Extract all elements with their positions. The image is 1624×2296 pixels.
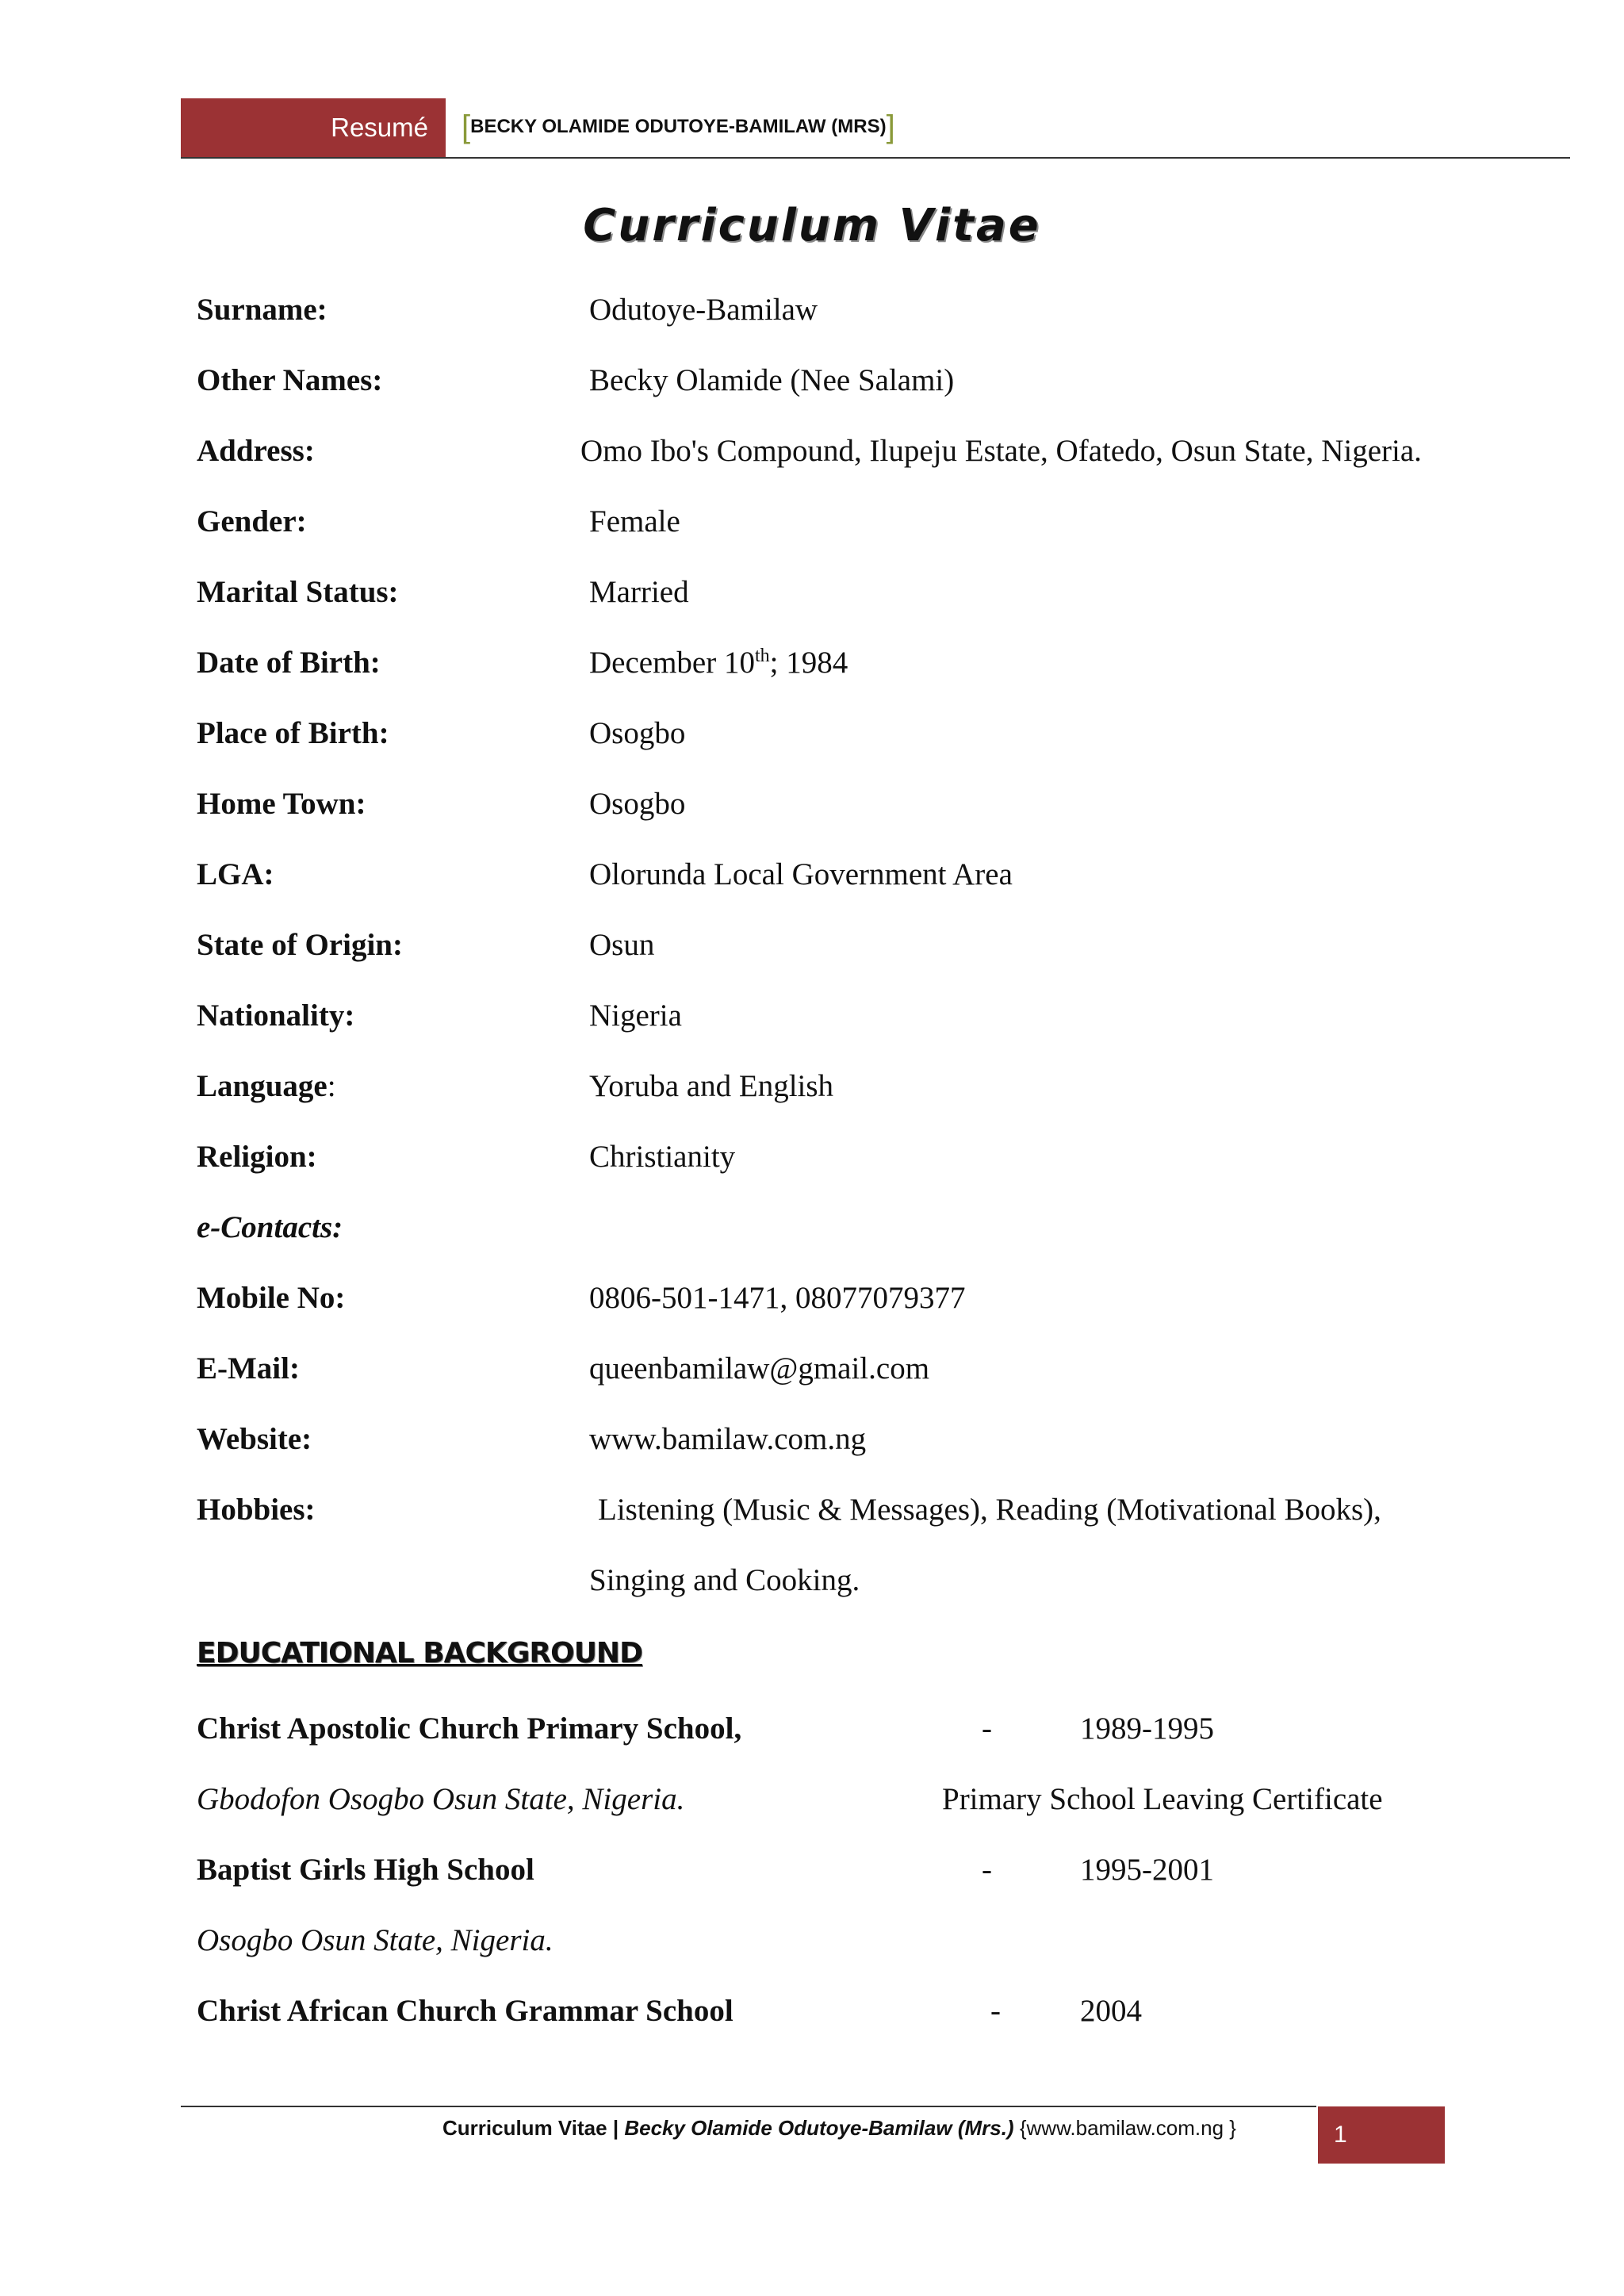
lga-label: LGA:	[197, 857, 274, 891]
footer-text	[442, 2116, 1236, 2141]
other-names-value: Becky Olamide (Nee Salami)	[589, 363, 955, 397]
surname-label: Surname:	[197, 293, 327, 327]
education-location: Gbodofon Osogbo Osun State, Nigeria.	[197, 1782, 685, 1816]
header-name-text: BECKY OLAMIDE ODUTOYE-BAMILAW (MRS)	[470, 116, 887, 137]
surname-value: Odutoye-Bamilaw	[589, 293, 818, 327]
gender-row	[0, 504, 1624, 551]
gender-label: Gender:	[197, 504, 307, 539]
state-of-origin-value: Osun	[589, 928, 655, 962]
header-bracket-open: [	[462, 109, 471, 144]
education-entry-3	[0, 1993, 1624, 2041]
hobbies-row-continued	[0, 1562, 1624, 1610]
lga-value: Olorunda Local Government Area	[589, 857, 1013, 891]
education-entry-1-detail	[0, 1781, 1624, 1829]
state-of-origin-label: State of Origin:	[197, 928, 403, 962]
place-of-birth-value: Osogbo	[589, 716, 686, 750]
education-years: 1995-2001	[1080, 1853, 1214, 1887]
home-town-value: Osogbo	[589, 787, 686, 821]
education-school: Christ African Church Grammar School	[197, 1994, 733, 2028]
econtacts-heading: e-Contacts:	[197, 1210, 343, 1244]
dob-year: ; 1984	[769, 646, 848, 680]
home-town-row	[0, 786, 1624, 834]
mobile-value: 0806-501-1471, 08077079377	[589, 1281, 966, 1315]
mobile-label: Mobile No:	[197, 1281, 346, 1315]
marital-status-value: Married	[589, 575, 689, 609]
nationality-row	[0, 998, 1624, 1045]
address-label: Address:	[197, 434, 315, 468]
religion-row	[0, 1139, 1624, 1186]
footer-name: Becky Olamide Odutoye-Bamilaw (Mrs.)	[624, 2116, 1014, 2140]
footer-cv-label: Curriculum Vitae	[442, 2116, 607, 2140]
address-value: Omo Ibo's Compound, Ilupeju Estate, Ofatedo, Osun State, Nigeria.	[580, 434, 1422, 468]
language-row	[0, 1068, 1624, 1116]
education-location: Osogbo Osun State, Nigeria.	[197, 1923, 553, 1957]
dob-row	[0, 645, 1624, 692]
hobbies-value-line1: Listening (Music & Messages), Reading (Motivational Books),	[598, 1493, 1381, 1527]
education-entry-2-detail	[0, 1922, 1624, 1970]
education-dash: -	[982, 1853, 992, 1887]
website-row	[0, 1421, 1624, 1469]
dob-value	[589, 645, 848, 680]
other-names-row	[0, 362, 1624, 410]
education-certificate: Primary School Leaving Certificate	[942, 1782, 1383, 1816]
address-row	[0, 433, 1624, 481]
language-label-colon: :	[327, 1069, 336, 1103]
header-resume-tab	[181, 98, 446, 157]
nationality-value: Nigeria	[589, 999, 682, 1033]
marital-status-row	[0, 574, 1624, 622]
education-school: Baptist Girls High School	[197, 1853, 534, 1887]
place-of-birth-label: Place of Birth:	[197, 716, 389, 750]
footer-divider	[181, 2106, 1316, 2107]
header-name	[462, 109, 895, 145]
email-value: queenbamilaw@gmail.com	[589, 1351, 930, 1386]
language-value: Yoruba and English	[589, 1069, 834, 1103]
mobile-row	[0, 1280, 1624, 1328]
place-of-birth-row	[0, 715, 1624, 763]
page-number-badge	[1318, 2106, 1445, 2164]
education-dash: -	[990, 1994, 1001, 2028]
marital-status-label: Marital Status:	[197, 575, 399, 609]
state-of-origin-row	[0, 927, 1624, 975]
website-value: www.bamilaw.com.ng	[589, 1422, 867, 1456]
hobbies-value-line2: Singing and Cooking.	[589, 1563, 860, 1597]
dob-label: Date of Birth:	[197, 646, 381, 680]
hobbies-label: Hobbies:	[197, 1493, 316, 1527]
education-heading: EDUCATIONAL BACKGROUND	[197, 1637, 642, 1669]
education-years: 2004	[1080, 1994, 1142, 2028]
dob-ordinal: th	[754, 646, 770, 666]
language-label	[197, 1068, 336, 1104]
religion-label: Religion:	[197, 1140, 317, 1174]
dob-month-day: December 10	[589, 646, 755, 680]
religion-value: Christianity	[589, 1140, 736, 1174]
page-number: 1	[1334, 2122, 1347, 2148]
header-bracket-close: ]	[886, 109, 895, 144]
hobbies-row	[0, 1492, 1624, 1539]
education-dash: -	[982, 1711, 992, 1746]
education-entry-2	[0, 1852, 1624, 1899]
surname-row	[0, 292, 1624, 339]
home-town-label: Home Town:	[197, 787, 366, 821]
website-label: Website:	[197, 1422, 312, 1456]
document-title: Curriculum Vitae	[583, 200, 1041, 251]
nationality-label: Nationality:	[197, 999, 355, 1033]
lga-row	[0, 857, 1624, 904]
header-divider	[181, 157, 1570, 159]
email-label: E-Mail:	[197, 1351, 300, 1386]
email-row	[0, 1351, 1624, 1398]
header-tab-label: Resumé	[331, 113, 428, 142]
other-names-label: Other Names:	[197, 363, 383, 397]
language-label-text: Language	[197, 1069, 327, 1103]
gender-value: Female	[589, 504, 680, 539]
footer-site: {www.bamilaw.com.ng }	[1019, 2116, 1236, 2140]
education-years: 1989-1995	[1080, 1711, 1214, 1746]
footer-separator: |	[612, 2116, 619, 2140]
education-entry-1	[0, 1711, 1624, 1758]
education-school: Christ Apostolic Church Primary School,	[197, 1711, 742, 1746]
econtacts-row	[0, 1209, 1624, 1257]
